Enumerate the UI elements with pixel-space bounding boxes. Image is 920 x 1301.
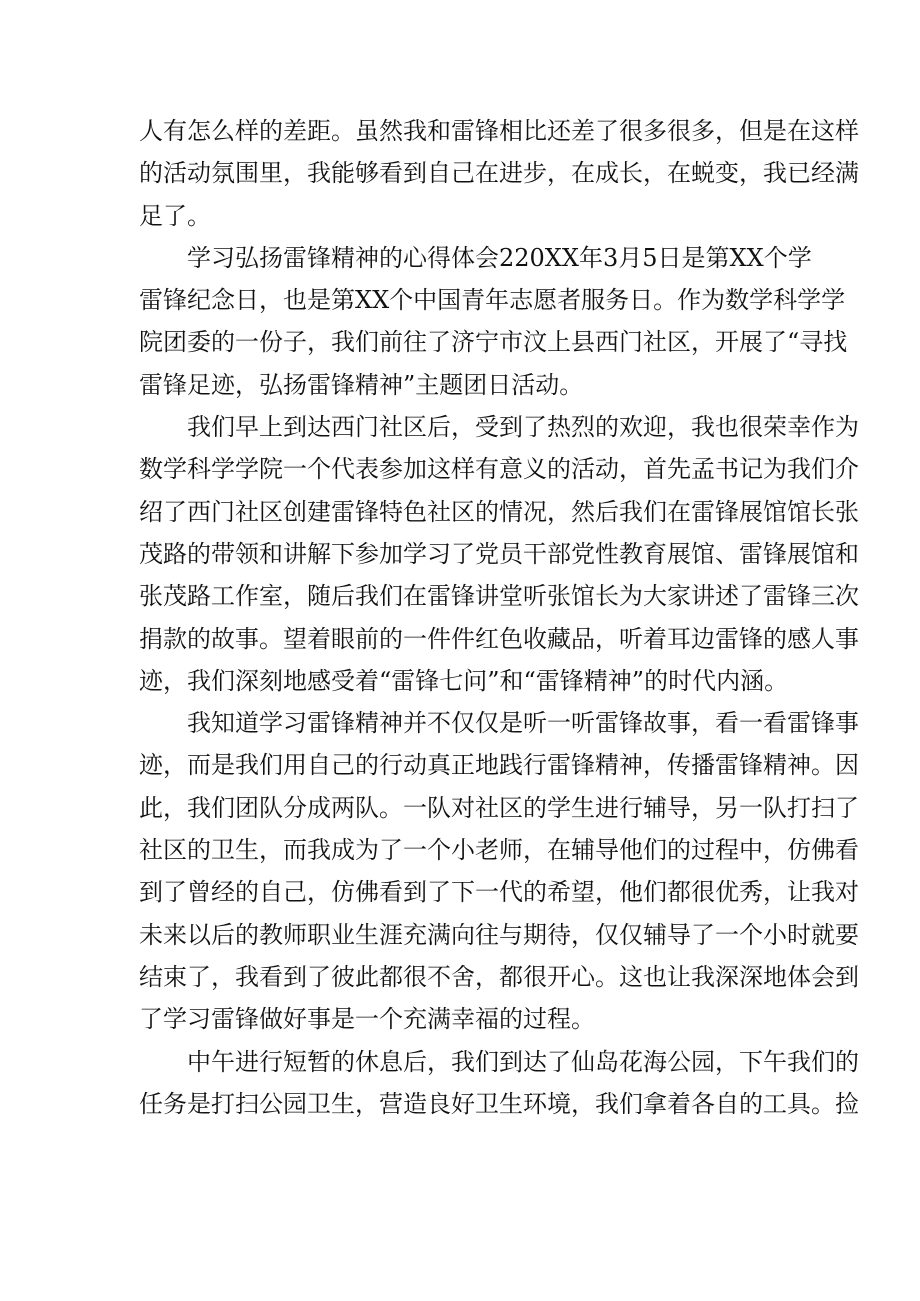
- text-line: 院团委的一份子，我们前往了济宁市汶上县西门社区，开展了“寻找: [139, 328, 848, 357]
- text-line: 张茂路工作室，随后我们在雷锋讲堂听张馆长为大家讲述了雷锋三次: [139, 582, 859, 611]
- text-line: 社区的卫生，而我成为了一个小老师，在辅导他们的过程中，仿佛看: [139, 836, 859, 865]
- text-line: 茂路的带领和讲解下参加学习了党员干部党性教育展馆、雷锋展馆和: [139, 539, 859, 568]
- text-line: 捐款的故事。望着眼前的一件件红色收藏品，听着耳边雷锋的感人事: [139, 624, 859, 653]
- text-line: 结束了，我看到了彼此都很不舍，都很开心。这也让我深深地体会到: [139, 962, 859, 991]
- text-line: 迹，而是我们用自己的行动真正地践行雷锋精神，传播雷锋精神。因: [139, 751, 859, 780]
- text-line: 的活动氛围里，我能够看到自己在进步，在成长，在蜕变，我已经满: [139, 159, 859, 188]
- text-line: 足了。: [139, 201, 211, 230]
- document-body: [139, 110, 859, 1125]
- text-line: 了学习雷锋做好事是一个充满幸福的过程。: [139, 1005, 595, 1034]
- text-line: 雷锋纪念日，也是第XX个中国青年志愿者服务日。作为数学科学学: [139, 286, 846, 315]
- paragraph-first-line: 中午进行短暂的休息后，我们到达了仙岛花海公园，下午我们的: [187, 1047, 859, 1076]
- text-line: 迹，我们深刻地感受着“雷锋七问”和“雷锋精神”的时代内涵。: [139, 666, 789, 695]
- text-line: 数学科学学院一个代表参加这样有意义的活动，首先孟书记为我们介: [139, 455, 859, 484]
- paragraph-first-line: 我知道学习雷锋精神并不仅仅是听一听雷锋故事，看一看雷锋事: [187, 709, 859, 738]
- text-line: 未来以后的教师职业生涯充满向往与期待，仅仅辅导了一个小时就要: [139, 920, 859, 949]
- text-line: 雷锋足迹，弘扬雷锋精神”主题团日活动。: [139, 370, 584, 399]
- paragraph-first-line: 学习弘扬雷锋精神的心得体会220XX年3月5日是第XX个学: [187, 243, 812, 272]
- text-line: 到了曾经的自己，仿佛看到了下一代的希望，他们都很优秀，让我对: [139, 878, 859, 907]
- text-line: 任务是打扫公园卫生，营造良好卫生环境，我们拿着各自的工具。捡: [139, 1089, 859, 1118]
- text-line: 此，我们团队分成两队。一队对社区的学生进行辅导，另一队打扫了: [139, 793, 859, 822]
- text-line: 绍了西门社区创建雷锋特色社区的情况，然后我们在雷锋展馆馆长张: [139, 497, 859, 526]
- text-line: 人有怎么样的差距。虽然我和雷锋相比还差了很多很多，但是在这样: [139, 117, 859, 145]
- paragraph-first-line: 我们早上到达西门社区后，受到了热烈的欢迎，我也很荣幸作为: [187, 413, 859, 442]
